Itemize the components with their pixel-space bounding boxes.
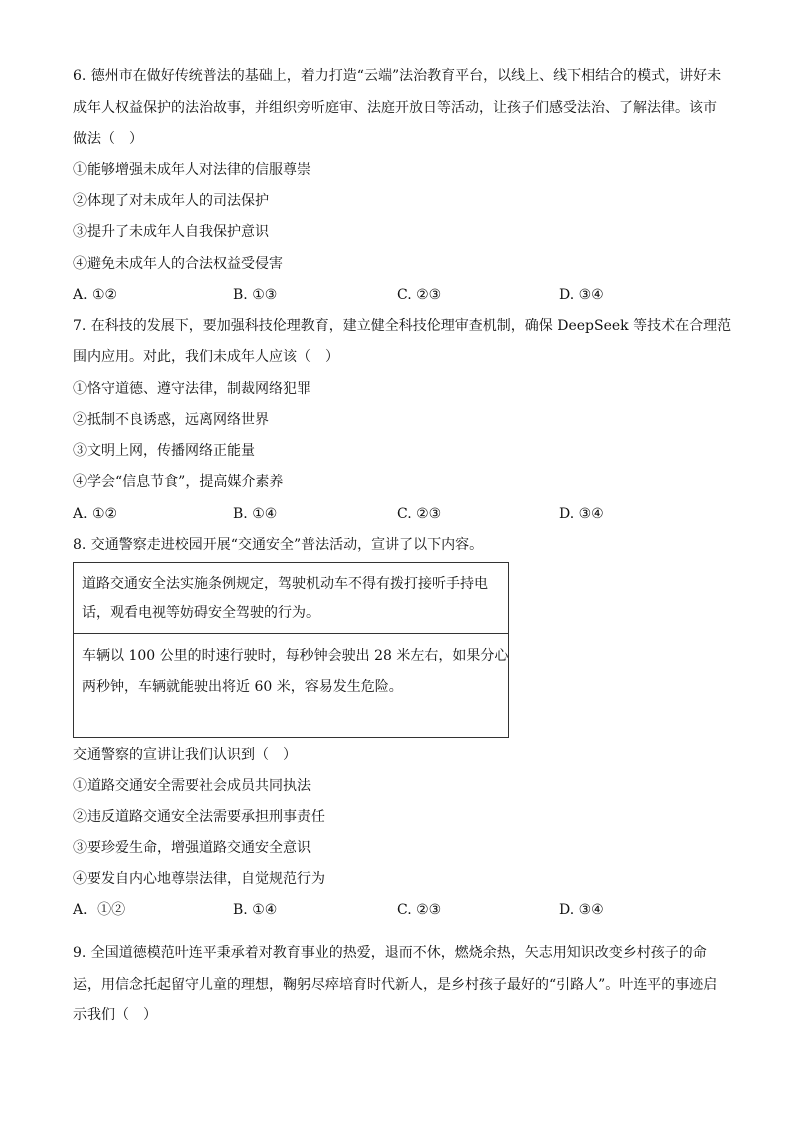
q7-item-1: ①恪守道德、遵守法律，制裁网络犯罪: [73, 381, 311, 397]
q8-table-divider: [74, 633, 508, 634]
q8-info-table: [73, 562, 509, 738]
q6-option-c[interactable]: C. ②③: [397, 287, 442, 303]
q8-item-2: ②违反道路交通安全法需要承担刑事责任: [73, 809, 325, 825]
q6-stem-line-3: 做法（ ）: [73, 131, 143, 147]
q7-item-3: ③文明上网，传播网络正能量: [73, 443, 255, 459]
q6-option-a[interactable]: A. ①②: [73, 287, 118, 303]
q8-item-3: ③要珍爱生命，增强道路交通安全意识: [73, 840, 311, 856]
q6-option-b[interactable]: B. ①③: [233, 287, 278, 303]
q6-stem-line-1: 6. 德州市在做好传统普法的基础上，着力打造“云端”法治教育平台，以线上、线下相结合的模式，讲好未: [73, 68, 722, 84]
q8-option-a[interactable]: A．①②: [73, 902, 126, 918]
q7-options: [73, 504, 733, 524]
q8-cell1-line-2: 话，观看电视等妨碍安全驾驶的行为。: [82, 605, 320, 621]
q7-stem-line-2: 围内应用。对此，我们未成年人应该（ ）: [73, 349, 339, 365]
q9-stem-line-2: 运，用信念托起留守儿童的理想，鞠躬尽瘁培育时代新人，是乡村孩子最好的“引路人”。叶连平的事迹启: [73, 977, 718, 993]
q7-item-4: ④学会“信息节食”，提高媒介素养: [73, 474, 284, 490]
q6-item-4: ④避免未成年人的合法权益受侵害: [73, 256, 283, 272]
q7-option-b[interactable]: B. ①④: [233, 506, 278, 522]
q7-stem-line-1: 7. 在科技的发展下，要加强科技伦理教育，建立健全科技伦理审查机制，确保 DeepSeek 等技术在合理范: [73, 318, 732, 334]
q6-options: [73, 285, 733, 305]
q8-item-4: ④要发自内心地尊崇法律，自觉规范行为: [73, 871, 325, 887]
q9-stem-line-3: 示我们（ ）: [73, 1007, 157, 1023]
q8-cell1-line-1: 道路交通安全法实施条例规定，驾驶机动车不得有拨打接听手持电: [82, 576, 488, 592]
q8-question: 交通警察的宣讲让我们认识到（ ）: [73, 747, 297, 763]
q6-item-2: ②体现了对未成年人的司法保护: [73, 193, 269, 209]
q6-item-1: ①能够增强未成年人对法律的信服尊崇: [73, 162, 311, 178]
q8-item-1: ①道路交通安全需要社会成员共同执法: [73, 778, 311, 794]
q6-option-d[interactable]: D. ③④: [559, 287, 604, 303]
q6-stem-line-2: 成年人权益保护的法治故事，并组织旁听庭审、法庭开放日等活动，让孩子们感受法治、了解法律。该市: [73, 100, 717, 116]
q8-options: [73, 900, 733, 920]
q6-item-3: ③提升了未成年人自我保护意识: [73, 224, 269, 240]
q9-stem-line-1: 9. 全国道德模范叶连平秉承着对教育事业的热爱，退而不休，燃烧余热，矢志用知识改变乡村孩子的命: [73, 945, 707, 961]
q7-option-d[interactable]: D. ③④: [559, 506, 604, 522]
q8-cell2-line-1: 车辆以 100 公里的时速行驶时，每秒钟会驶出 28 米左右，如果分心: [82, 648, 509, 664]
q8-stem-line-1: 8. 交通警察走进校园开展“交通安全”普法活动，宣讲了以下内容。: [73, 537, 484, 553]
q8-option-c[interactable]: C. ②③: [397, 902, 442, 918]
q8-option-d[interactable]: D. ③④: [559, 902, 604, 918]
q8-cell2-line-2: 两秒钟，车辆就能驶出将近 60 米，容易发生危险。: [82, 679, 403, 695]
q7-option-a[interactable]: A. ①②: [73, 506, 118, 522]
q7-option-c[interactable]: C. ②③: [397, 506, 442, 522]
q7-item-2: ②抵制不良诱惑，远离网络世界: [73, 412, 269, 428]
q8-option-b[interactable]: B. ①④: [233, 902, 278, 918]
